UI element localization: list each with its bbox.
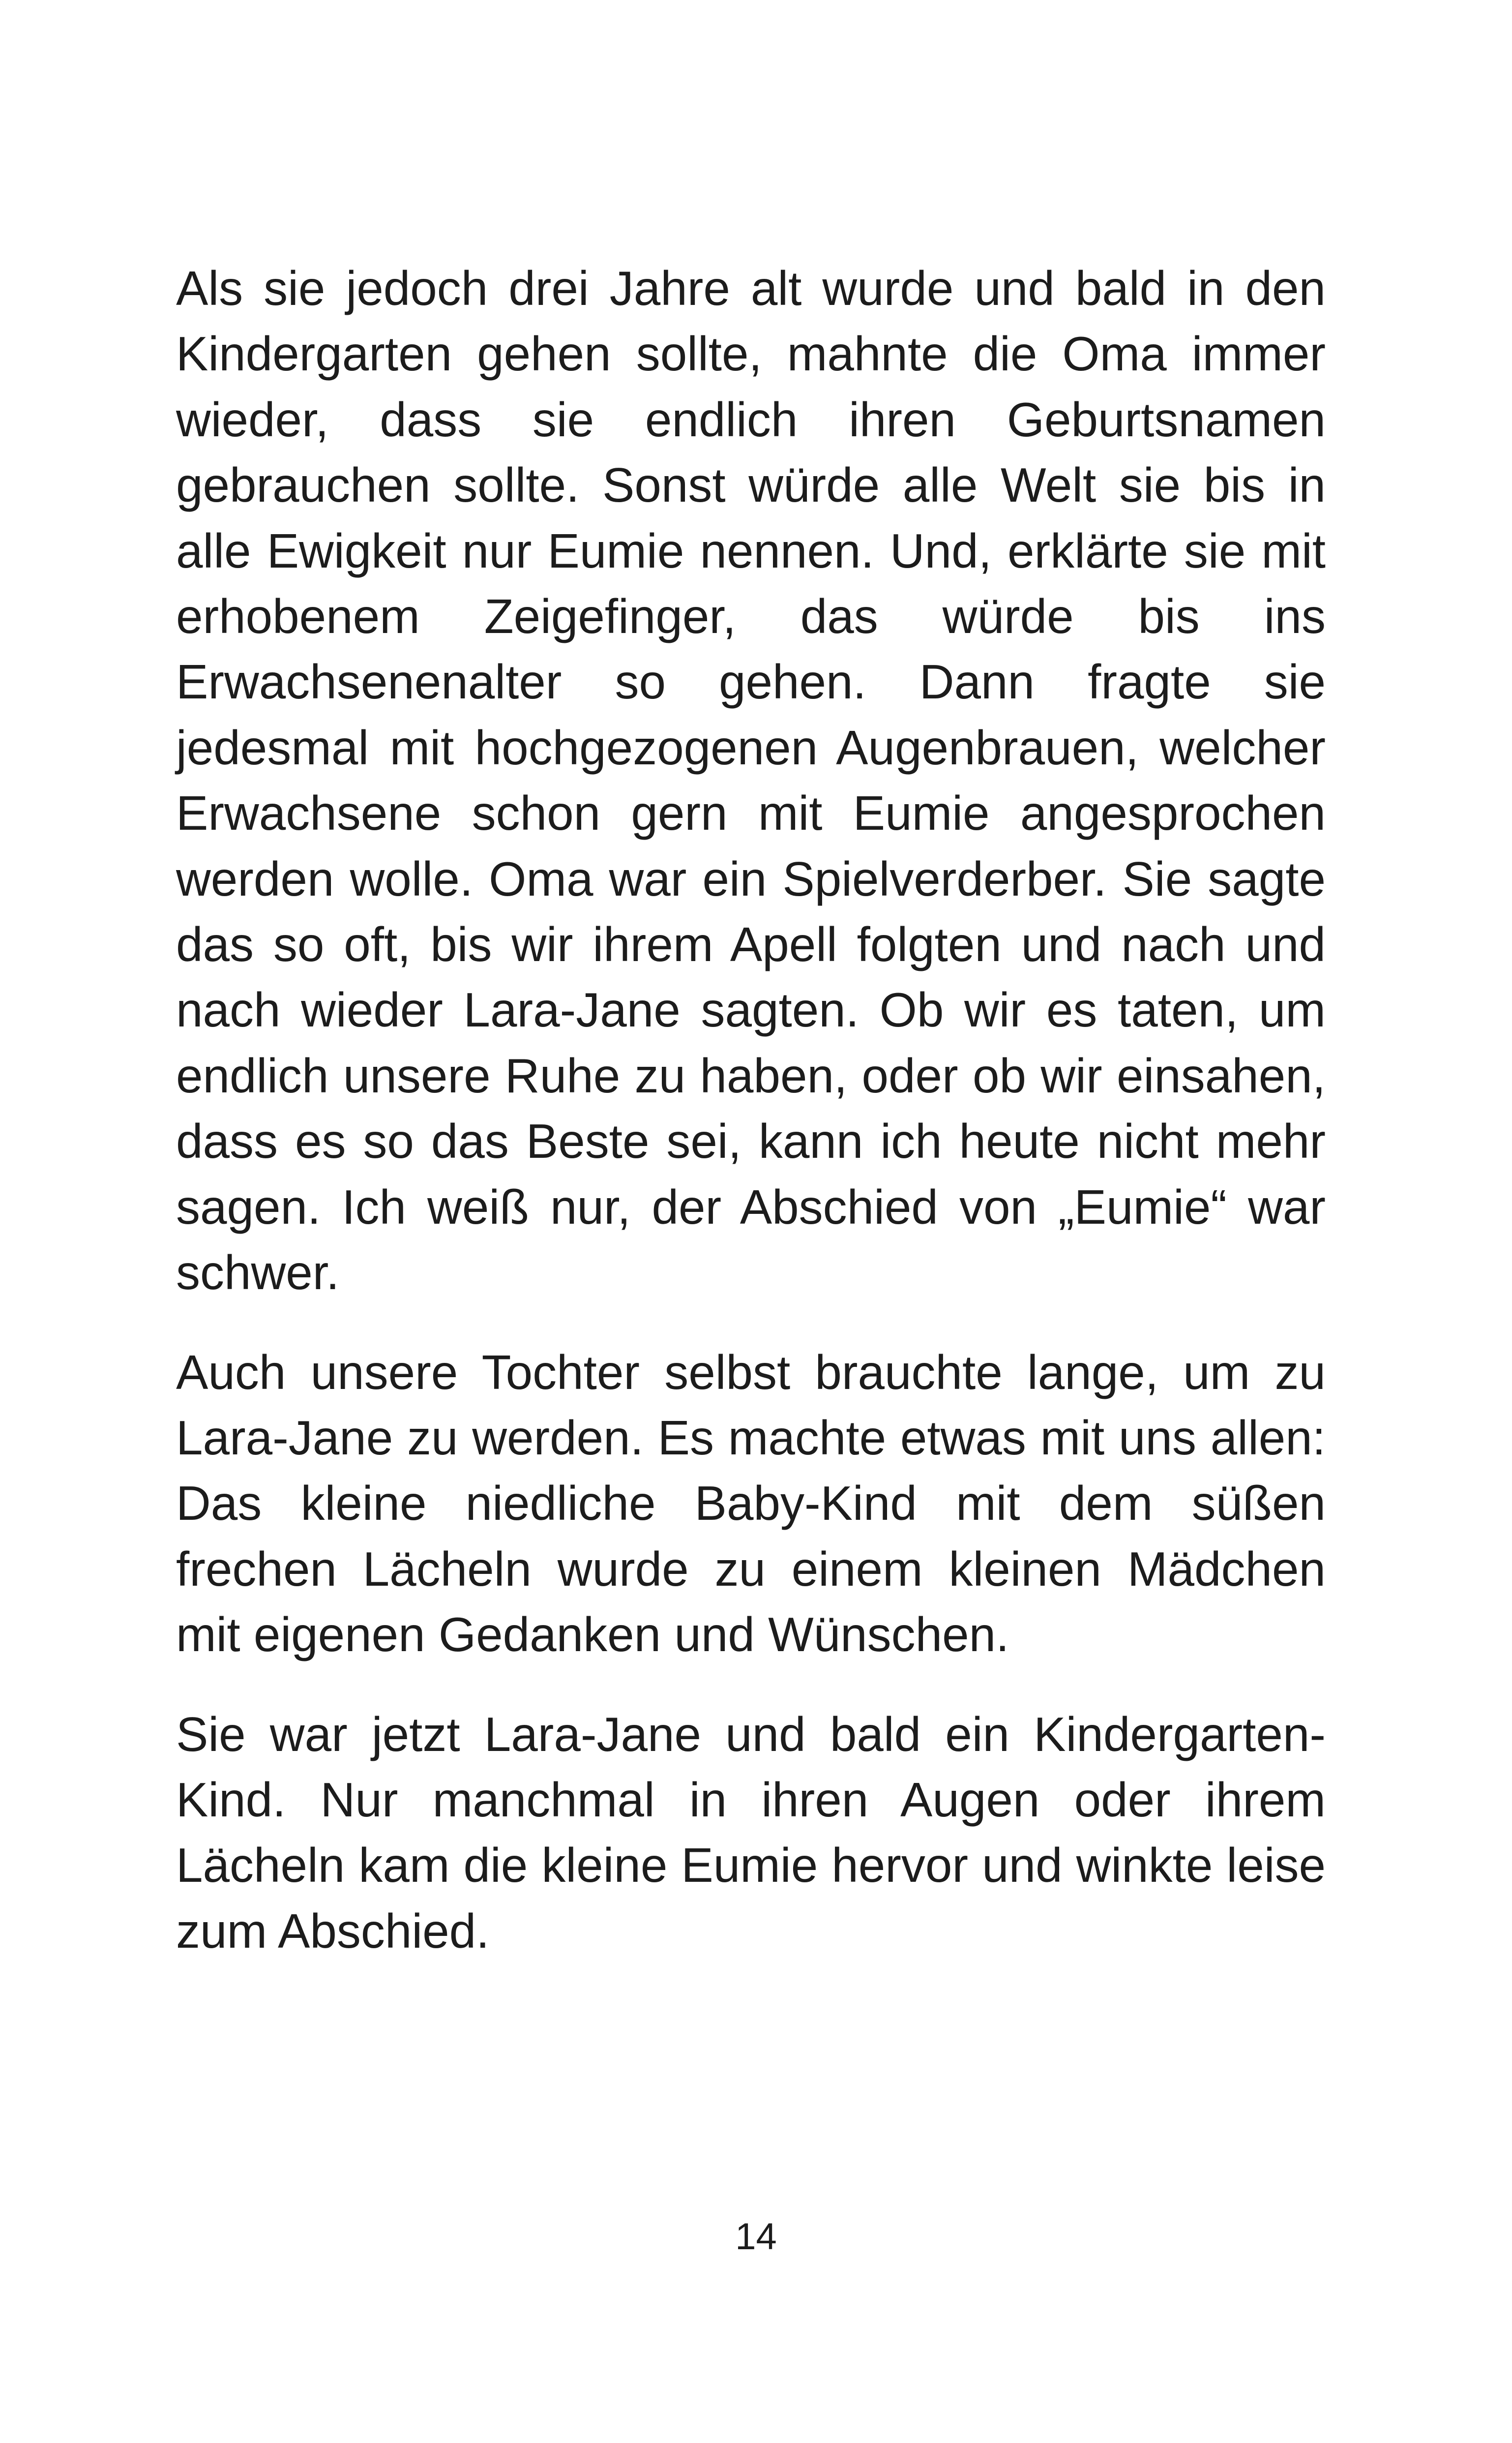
page-number: 14 [735,2216,777,2258]
paragraph-3: Sie war jetzt Lara-Jane und bald ein Kindergarten-Kind. Nur manchmal in ihren Augen oder ihrem Lächeln kam die kleine Eumie hervor und winkte leise zum Abschied. [176,1707,1326,1958]
body-text [176,256,1326,1964]
paragraph-1: Als sie jedoch drei Jahre alt wurde und bald in den Kindergarten gehen sollte, mahnte die Oma immer wieder, dass sie endlich ihren Geburtsnamen gebrauchen sollte. Sonst würde alle Welt sie bis in alle Ewigkeit nur Eumie nennen. Und, erklärte sie mit erhobenem Zeigefinger, das würde bis ins Erwachsenenalter so gehen. Dann fragte sie jedesmal mit hochgezogenen Augenbrauen, welcher Erwachsene schon gern mit Eumie angesprochen werden wolle. Oma war ein Spielverderber. Sie sagte das so oft, bis wir ihrem Apell folgten und nach und nach wieder Lara-Jane sagten. Ob wir es taten, um endlich unsere Ruhe zu haben, oder ob wir einsahen, dass es so das Beste sei, kann ich heute nicht mehr sagen. Ich weiß nur, der Abschied von „Eumie“ war schwer. [176,261,1326,1300]
paragraph-2: Auch unsere Tochter selbst brauchte lange, um zu Lara-Jane zu werden. Es machte etwas mit uns allen: Das kleine niedliche Baby-Kind mit dem süßen frechen Lächeln wurde zu einem kleinen Mädchen mit eigenen Gedanken und Wünschen. [176,1345,1326,1662]
